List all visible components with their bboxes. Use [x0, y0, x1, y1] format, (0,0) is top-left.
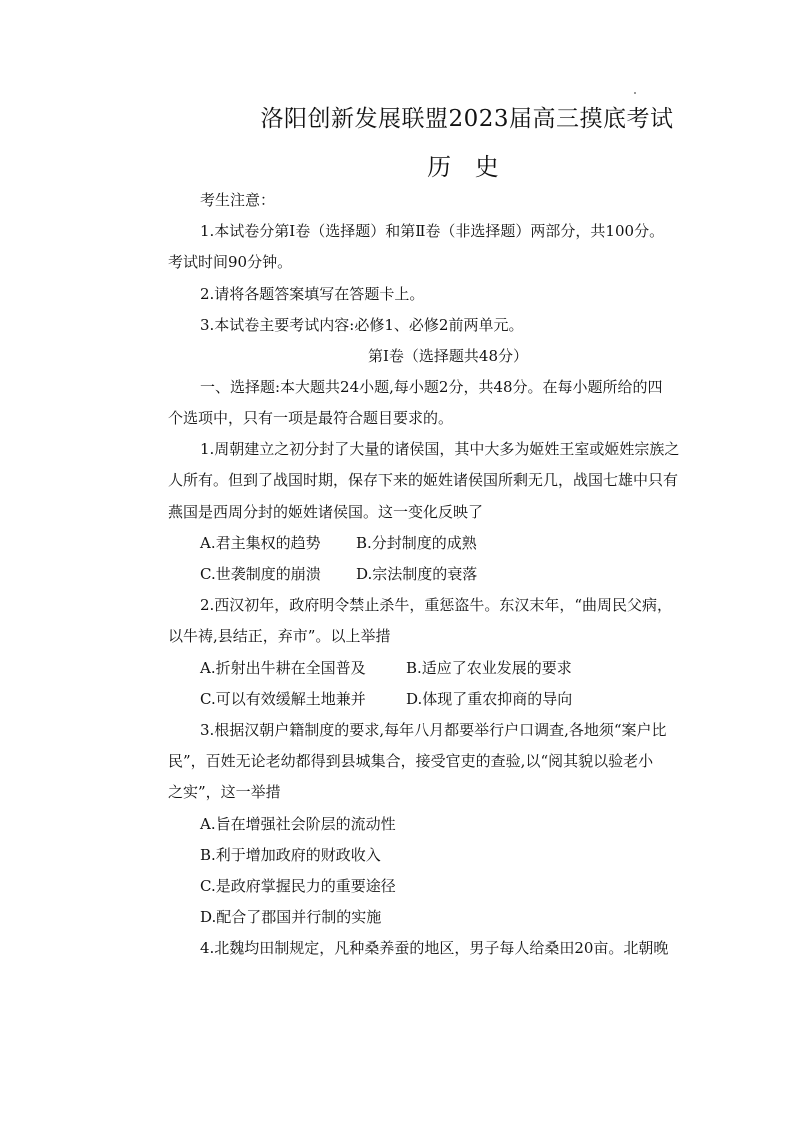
question-1-option-a: A.君主集权的趋势 [200, 534, 321, 552]
subject-title: 历 史 [427, 153, 507, 181]
question-3-stem-cont: 民”，百姓无论老幼都得到县城集合，接受官吏的查验,以“阅其貌以验老小 [168, 752, 654, 770]
exam-title: 洛阳创新发展联盟2023届高三摸底考试 [260, 106, 674, 132]
question-2-option-c: C.可以有效缓解土地兼并 [200, 690, 366, 708]
question-2-option-a: A.折射出牛耕在全国普及 [200, 659, 366, 677]
question-1-option-b: B.分封制度的成熟 [356, 534, 477, 552]
question-2-option-d: D.体现了重农抑商的导向 [406, 690, 573, 708]
scan-speck [634, 92, 636, 94]
question-1-option-d: D.宗法制度的衰落 [356, 565, 478, 583]
question-3-stem-cont: 之实”，这一举措 [168, 783, 281, 801]
notice-item-1-cont: 考试时间90分钟。 [168, 253, 293, 271]
question-2-stem: 2.西汉初年，政府明令禁止杀牛，重惩盗牛。东汉末年，“曲周民父病， [200, 596, 672, 614]
question-3-option-d: D.配合了郡国并行制的实施 [200, 908, 382, 926]
question-3-stem: 3.根据汉朝户籍制度的要求,每年八月都要举行户口调查,各地须“案户比 [200, 721, 667, 739]
section-title: 第Ⅰ卷（选择题共48分） [367, 347, 528, 365]
question-1-stem-cont: 人所有。但到了战国时期，保存下来的姬姓诸侯国所剩无几，战国七雄中只有 [168, 471, 679, 489]
notice-item-2: 2.请将各题答案填写在答题卡上。 [200, 285, 425, 303]
notice-item-3: 3.本试卷主要考试内容:必修1、必修2前两单元。 [200, 316, 524, 334]
question-2-stem-cont: 以牛祷,县结正，弃市”。以上举措 [168, 627, 391, 645]
question-3-option-a: A.旨在增强社会阶层的流动性 [200, 815, 396, 833]
section-intro: 一、选择题:本大题共24小题,每小题2分，共48分。在每小题所给的四 [200, 378, 663, 396]
question-1-stem: 1.周朝建立之初分封了大量的诸侯国，其中大多为姬姓王室或姬姓宗族之 [200, 440, 680, 458]
question-2-option-b: B.适应了农业发展的要求 [406, 659, 572, 677]
notice-heading: 考生注意： [200, 191, 276, 209]
notice-item-1: 1.本试卷分第Ⅰ卷（选择题）和第Ⅱ卷（非选择题）两部分，共100分。 [200, 222, 665, 240]
section-intro-cont: 个选项中，只有一项是最符合题目要求的。 [168, 409, 454, 427]
question-3-option-c: C.是政府掌握民力的重要途径 [200, 877, 396, 895]
question-3-option-b: B.利于增加政府的财政收入 [200, 846, 381, 864]
question-1-stem-cont: 燕国是西周分封的姬姓诸侯国。这一变化反映了 [168, 503, 484, 521]
question-4-stem: 4.北魏均田制规定，凡种桑养蚕的地区，男子每人给桑田20亩。北朝晚 [200, 939, 669, 957]
question-1-option-c: C.世袭制度的崩溃 [200, 565, 321, 583]
